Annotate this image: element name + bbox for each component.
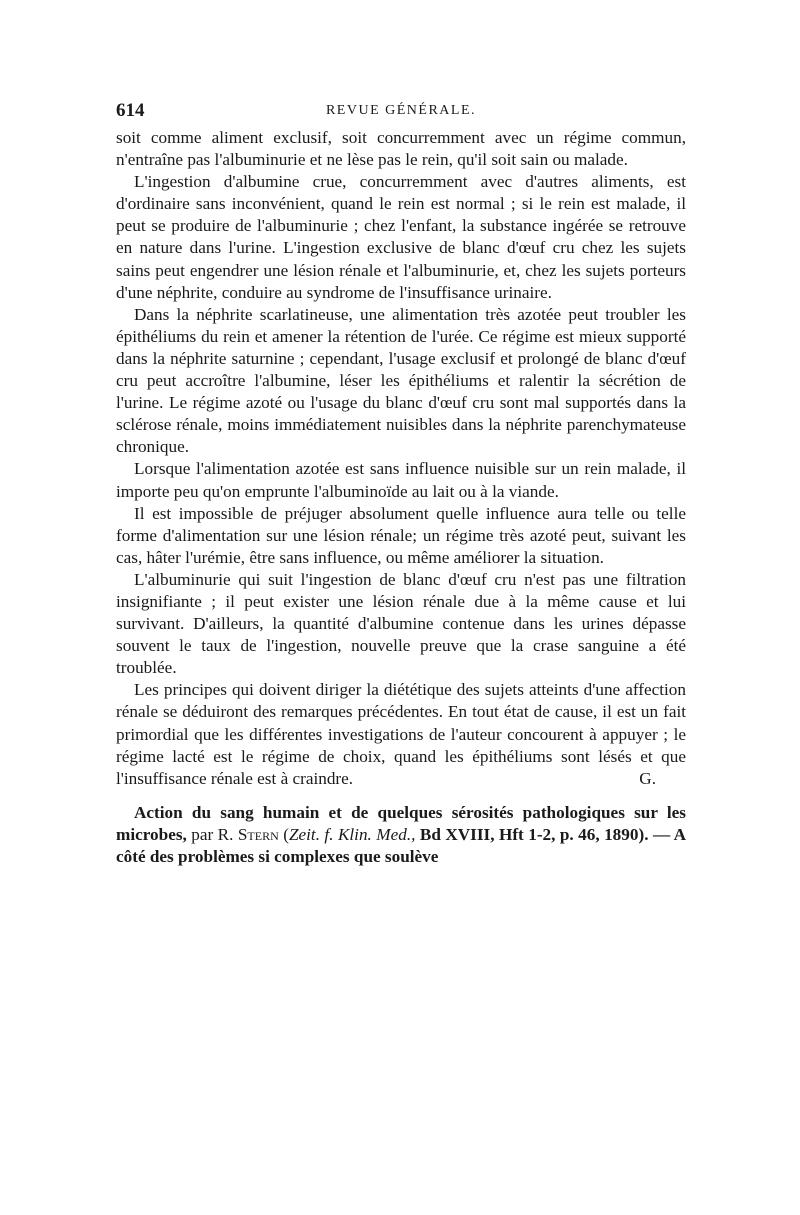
- page-number: 614: [116, 100, 145, 121]
- review-entry: [116, 802, 686, 868]
- review-author: Stern: [237, 824, 279, 844]
- review-by: par R.: [191, 824, 234, 844]
- paragraph-text: Les principes qui doivent diriger la diététique des sujets atteints d'une affection rénale se déduiront des remarques précédentes. En tout état de cause, il est un fait primordial que les différentes investigations de l'auteur concourent à appuyer ; le régime lacté est le régime de choix, quand les épithéliums sont lésés et que l'insuffisance rénale est à craindre.: [116, 680, 686, 788]
- review-title: Action du sang humain et de quelques sérosités pathologiques sur les microbes,: [116, 802, 686, 844]
- paragraph: Dans la néphrite scarlatineuse, une alimentation très azotée peut troubler les épithéliums du rein et amener la rétention de l'urée. Ce régime est mieux supporté dans la néphrite saturnine ; cependant, l'usage exclusif et prolongé de blanc d'œuf cru peut accroître l'albumine, léser les épithéliums et ralentir la sécrétion de l'urine. Le régime azoté ou l'usage du blanc d'œuf cru sont mal supportés dans la sclérose rénale, moins immédiatement nuisibles dans la néphrite parenchymateuse chronique.: [116, 304, 686, 457]
- paragraph-with-signature: [116, 679, 686, 789]
- paragraph: Lorsque l'alimentation azotée est sans influence nuisible sur un rein malade, il importe peu qu'on emprunte l'albuminoïde au lait ou à la viande.: [116, 459, 686, 501]
- review-volume: Bd XVIII, Hft 1-2, p. 46, 1890).: [419, 824, 649, 844]
- review-text: — A côté des problèmes si complexes que soulève: [116, 824, 687, 866]
- signature: G.: [639, 768, 656, 788]
- review-paren: (: [283, 824, 289, 844]
- page-header: [116, 100, 686, 126]
- paragraph: soit comme aliment exclusif, soit concurremment avec un régime commun, n'entraîne pas l'albuminurie et ne lèse pas le rein, qu'il soit sain ou malade.: [116, 128, 686, 170]
- paragraph: Il est impossible de préjuger absolument quelle influence aura telle ou telle forme d'alimentation sur une lésion rénale; un régime très azoté peut, suivant les cas, hâter l'urémie, être sans influence, ou même améliorer la situation.: [116, 503, 686, 567]
- paragraph: L'ingestion d'albumine crue, concurremment avec d'autres aliments, est d'ordinaire sans inconvénient, quand le rein est normal ; si le rein est malade, il peut se produire de l'albuminurie ; chez l'enfant, la substance ingérée se retrouve en nature dans l'urine. L'ingestion exclusive de blanc d'œuf cru chez les sujets sains peut engendrer une lésion rénale et l'albuminurie, et, chez les sujets porteurs d'une néphrite, conduire au syndrome de l'insuffisance urinaire.: [116, 172, 686, 302]
- review-journal: Zeit. f. Klin. Med.,: [288, 824, 416, 844]
- body-text: [116, 127, 686, 868]
- running-title: REVUE GÉNÉRALE.: [325, 103, 477, 118]
- paragraph: L'albuminurie qui suit l'ingestion de blanc d'œuf cru n'est pas une filtration insignifiante ; il peut exister une lésion rénale due à la même cause et lui survivant. D'ailleurs, la quantité d'albumine contenue dans les urines dépasse souvent le taux de l'ingestion, nouvelle preuve que la crase sanguine a été troublée.: [116, 569, 686, 678]
